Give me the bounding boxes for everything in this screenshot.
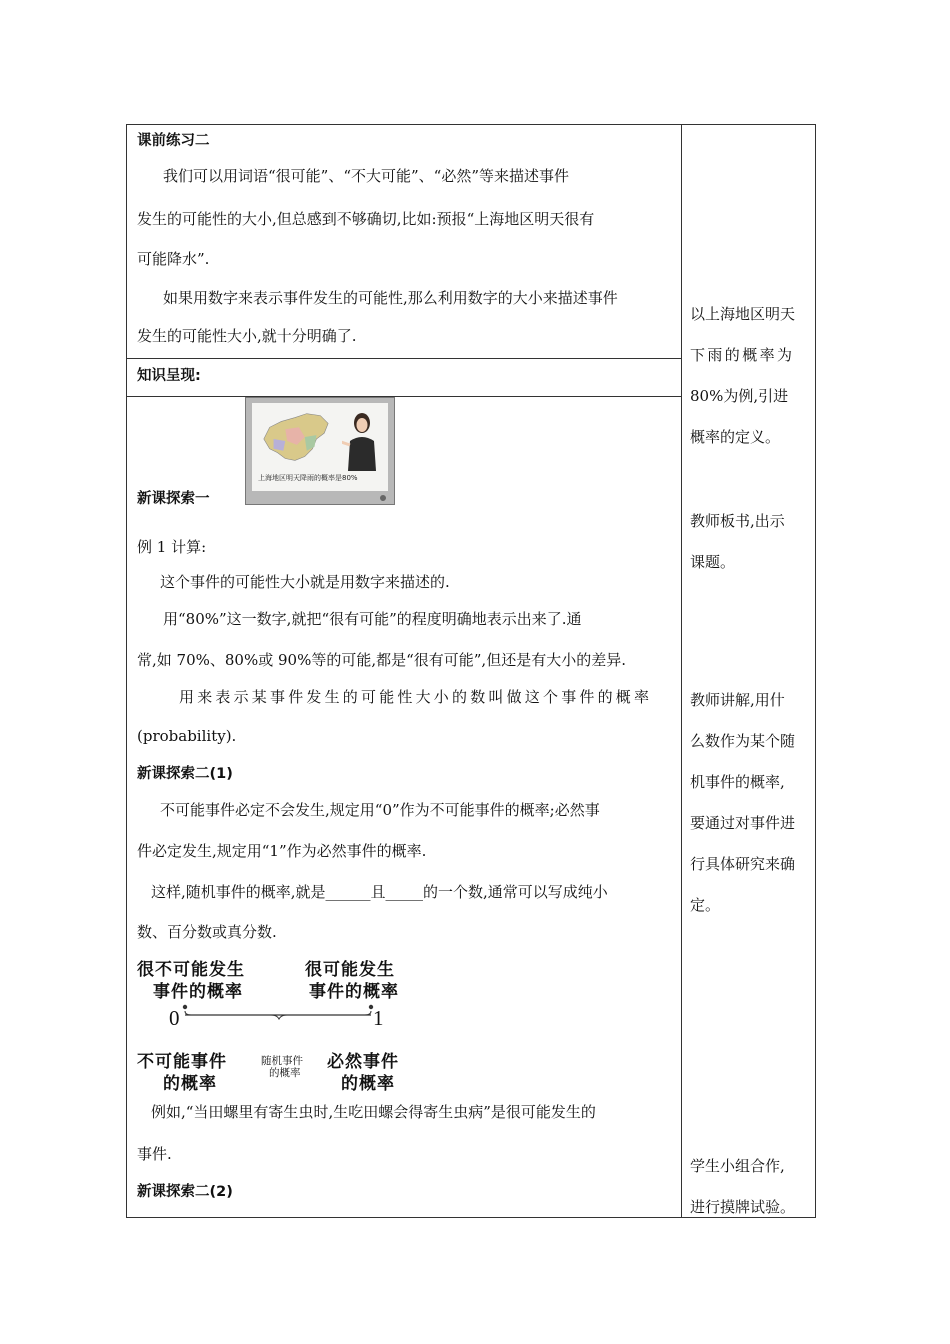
side-note-1 [690, 294, 814, 458]
diagram-label-bottom-mid-2: 的概率 [269, 1067, 301, 1079]
paragraph-line: 数、百分数或真分数. [137, 923, 277, 941]
paragraph-line: 常,如 70%、80%或 90%等的可能,都是“很有可能”,但还是有大小的差异. [137, 651, 626, 669]
diagram-label-bottom-left-2: 的概率 [163, 1074, 217, 1094]
paragraph-line: 我们可以用词语“很可能”、“不大可能”、“必然”等来描述事件 [163, 167, 570, 185]
side-note-line: 机事件的概率, [690, 773, 785, 791]
paragraph-line: 件必定发生,规定用“1”作为必然事件的概率. [137, 842, 427, 860]
diagram-label-top-right-1: 很可能发生 [305, 960, 395, 980]
side-note-line: 进行摸牌试验。 [690, 1198, 796, 1216]
side-note-line: 80%为例,引进 [690, 387, 789, 405]
presenter-figure [342, 411, 382, 471]
side-note-2 [690, 501, 814, 583]
diagram-label-top-left-2: 事件的概率 [153, 982, 243, 1002]
side-note-line: 概率的定义。 [690, 428, 781, 446]
row-divider [127, 396, 681, 397]
explore2b-title: 新课探索二(2) [137, 1184, 233, 1200]
diagram-label-bottom-left-1: 不可能事件 [137, 1052, 227, 1072]
side-note-4 [690, 1146, 814, 1228]
diagram-label-bottom-right-2: 的概率 [341, 1074, 395, 1094]
paragraph-line: 发生的可能性大小,就十分明确了. [137, 327, 357, 345]
number-line [179, 1001, 379, 1021]
side-note-line: 么数作为某个随 [690, 732, 796, 750]
tv-knob [380, 495, 386, 501]
tv-screen [252, 403, 388, 491]
paragraph-line: 这个事件的可能性大小就是用数字来描述的. [160, 573, 450, 591]
side-note-line: 行具体研究来确 [690, 855, 796, 873]
row-divider [127, 358, 681, 359]
side-note-line: 学生小组合作, [690, 1157, 785, 1175]
side-note-line: 教师讲解,用什 [690, 691, 785, 709]
side-note-line: 下雨的概率为 [690, 346, 795, 364]
china-map-icon [256, 409, 334, 469]
side-note-line: 要通过对事件进 [690, 814, 796, 832]
paragraph-line: 事件. [137, 1145, 172, 1163]
diagram-zero: 0 [169, 1006, 180, 1030]
side-note-line: 定。 [690, 896, 721, 914]
paragraph-line: 不可能事件必定不会发生,规定用“0”作为不可能事件的概率;必然事 [160, 801, 600, 819]
paragraph-line: 这样,随机事件的概率,就是______且_____的一个数,通常可以写成纯小 [151, 883, 608, 901]
diagram-label-top-right-2: 事件的概率 [309, 982, 399, 1002]
paragraph-line: 发生的可能性的大小,但总感到不够确切,比如:预报“上海地区明天很有 [137, 210, 595, 228]
side-note-3 [690, 680, 814, 926]
paragraph-line: 用来表示某事件发生的可能性大小的数叫做这个事件的概率 [179, 688, 653, 706]
diagram-label-bottom-mid-1: 随机事件 [261, 1055, 303, 1067]
lesson-table [126, 124, 816, 1218]
tv-caption: 上海地区明天降雨的概率是80% [258, 474, 358, 482]
tv-image [245, 397, 395, 505]
explore1-title: 新课探索一 [137, 491, 210, 507]
paragraph-line: 可能降水”. [137, 250, 210, 268]
diagram-one: 1 [373, 1006, 384, 1030]
diagram-label-bottom-right-1: 必然事件 [327, 1052, 399, 1072]
pre-exercise-title: 课前练习二 [137, 133, 210, 149]
side-note-line: 以上海地区明天 [690, 305, 796, 323]
column-divider [681, 125, 682, 1217]
diagram-label-top-left-1: 很不可能发生 [137, 960, 245, 980]
knowledge-title: 知识呈现: [137, 368, 201, 384]
paragraph-line: (probability). [137, 727, 237, 745]
example1-line: 例 1 计算: [137, 538, 207, 556]
explore2a-title: 新课探索二(1) [137, 766, 233, 782]
side-note-line: 课题。 [690, 553, 736, 571]
side-note-line: 教师板书,出示 [690, 512, 785, 530]
paragraph-line: 例如,“当田螺里有寄生虫时,生吃田螺会得寄生虫病”是很可能发生的 [151, 1103, 596, 1121]
paragraph-line: 用“80%”这一数字,就把“很有可能”的程度明确地表示出来了.通 [163, 610, 582, 628]
paragraph-line: 如果用数字来表示事件发生的可能性,那么利用数字的大小来描述事件 [163, 289, 618, 307]
